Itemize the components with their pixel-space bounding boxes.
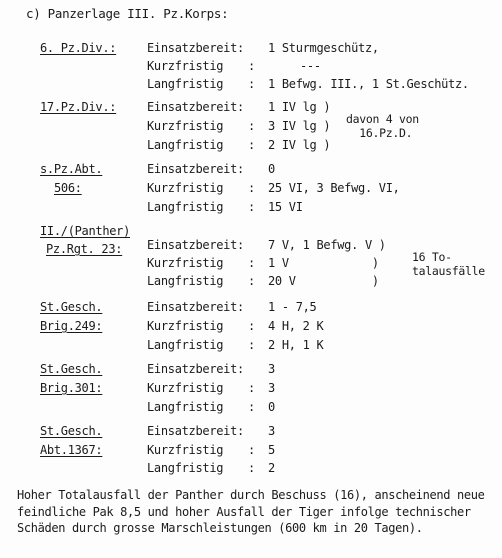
group-note: 16 To- talausfälle [412,250,485,278]
row-sep: : [248,181,255,195]
row-sep: : [248,77,255,91]
row-label: Kurzfristig [147,443,224,457]
row-label: Einsatzbereit: [147,362,244,376]
row-label: Kurzfristig [147,319,224,333]
row-sep: : [248,138,255,152]
section-heading [26,6,228,22]
row-sep: : [248,461,255,475]
row-label: Einsatzbereit: [147,300,244,314]
row-label: Kurzfristig [147,119,224,133]
row-value: 0 [268,162,275,176]
row-label: Einsatzbereit: [147,238,244,252]
row-value: 3 [268,362,275,376]
row-label: Kurzfristig [147,181,224,195]
row-label: Langfristig [147,461,224,475]
row-value: 3 [268,381,275,395]
row-sep: : [248,443,255,457]
row-value: 0 [268,400,275,414]
row-value: 1 - 7,5 [268,300,317,314]
group-label-17-pz-div: 17.Pz.Div.: [40,100,117,114]
row-value: 25 VI, 3 Befwg. VI, [268,181,400,195]
group-label-ii-panther: II./(Panther) [40,224,131,238]
group-label-st-gesch: St.Gesch. [40,300,103,314]
row-value: 1 Befwg. III., 1 St.Geschütz. [268,77,469,91]
row-label: Langfristig [147,400,224,414]
row-value: 15 VI [268,200,303,214]
row-sep: : [248,59,255,73]
row-value: 2 IV lg ) [268,138,331,152]
row-sep: : [248,400,255,414]
row-sep: : [248,274,255,288]
row-sep: : [248,338,255,352]
row-value: 1 Sturmgeschütz, [268,41,379,55]
group-note: davon 4 von 16.Pz.D. [346,112,419,140]
row-sep: : [248,256,255,270]
row-label: Einsatzbereit: [147,424,244,438]
row-value: 3 IV lg ) [268,119,331,133]
row-label: Kurzfristig [147,256,224,270]
row-label: Einsatzbereit: [147,162,244,176]
summary-paragraph: Hoher Totalausfall der Panther durch Beschuss (16), anscheinend neue feindliche Pak 8,5 und hoher Ausfall der Tiger infolge technischer Schäden durch grosse Marschleistungen (600 km in 20 Tagen). [17,488,485,535]
group-label-6-pz-div: 6. Pz.Div.: [40,41,117,55]
group-label-brig-301: Brig.301: [40,381,103,395]
row-label: Einsatzbereit: [147,100,244,114]
row-sep: : [248,381,255,395]
group-label-s-pz-abt: s.Pz.Abt. [40,162,103,176]
row-label: Kurzfristig [147,59,224,73]
group-label-brig-249: Brig.249: [40,319,103,333]
row-value: 2 H, 1 K [268,338,324,352]
row-value: --- [300,59,321,73]
row-label: Langfristig [147,338,224,352]
row-value: 1 IV lg ) [268,100,331,114]
row-label: Langfristig [147,200,224,214]
group-label-pz-rgt-23: Pz.Rgt. 23: [46,242,123,256]
row-value: 7 V, 1 Befwg. V ) [268,238,386,252]
row-label: Langfristig [147,138,224,152]
row-value: 5 [268,443,275,457]
row-sep: : [248,200,255,214]
group-label-st-gesch: St.Gesch. [40,424,103,438]
row-value: 3 [268,424,275,438]
group-label-abt-1367: Abt.1367: [40,443,103,457]
row-value: 4 H, 2 K [268,319,324,333]
row-label: Kurzfristig [147,381,224,395]
group-label-506: 506: [54,181,82,195]
row-label: Einsatzbereit: [147,41,244,55]
row-sep: : [248,319,255,333]
heading-text: c) Panzerlage III. Pz.Korps: [26,6,229,21]
group-label-st-gesch: St.Gesch. [40,362,103,376]
row-value: 2 [268,461,275,475]
row-value: 1 V ) [268,256,379,270]
row-label: Langfristig [147,77,224,91]
row-label: Langfristig [147,274,224,288]
row-sep: : [248,119,255,133]
row-value: 20 V ) [268,274,379,288]
